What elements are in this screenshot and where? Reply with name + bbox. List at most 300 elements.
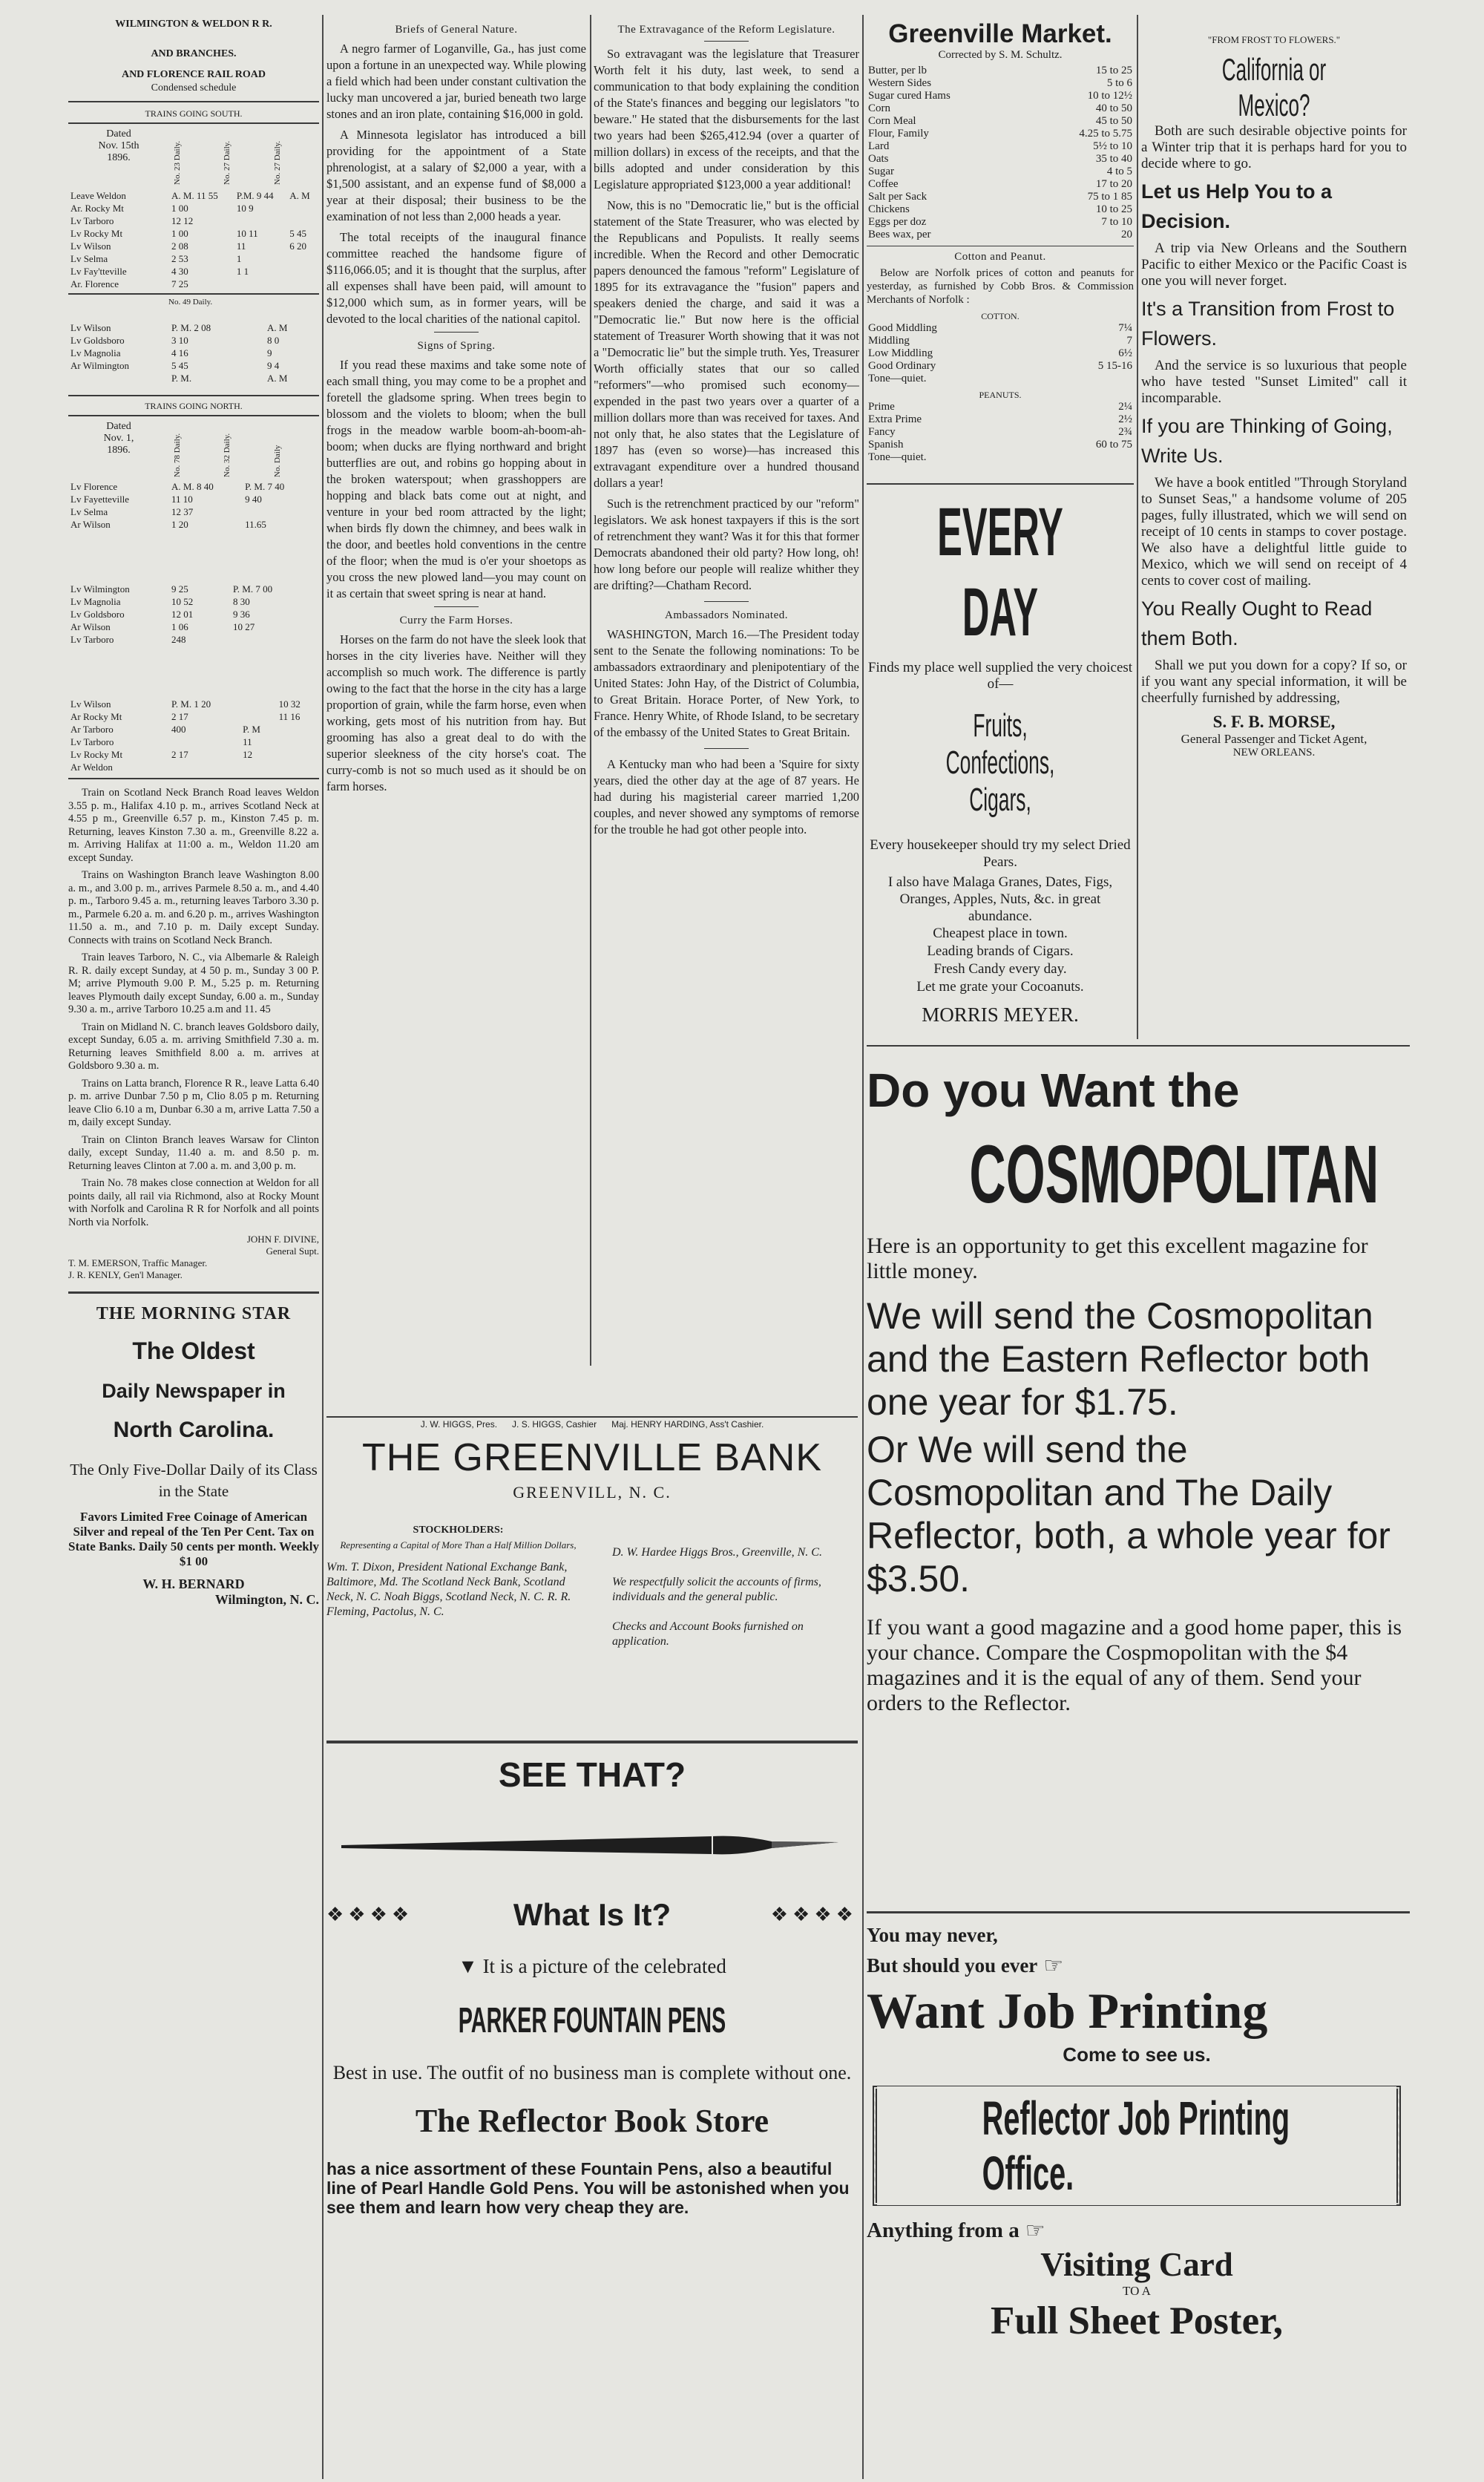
cotton-table bbox=[867, 322, 1134, 385]
commodity-name: Sugar bbox=[868, 166, 894, 177]
every-day-ad bbox=[867, 492, 1134, 1026]
time-cell: 11 10 bbox=[171, 494, 193, 505]
time-cell: A. M bbox=[266, 373, 288, 384]
time-cell: P. M. 7 40 bbox=[245, 481, 285, 492]
market-row bbox=[867, 128, 1134, 140]
cotton-sub: Below are Norfolk prices of cotton and peanuts for yesterday, as furnished by Cobb Bros. & Commission Merchants of Norfolk : bbox=[867, 267, 1134, 306]
timetable-row bbox=[68, 359, 319, 372]
every-day-line-4: I also have Malaga Granes, Dates, Figs, Oranges, Apples, Nuts, &c. in great abundance. bbox=[887, 874, 1113, 924]
parker-heading: PARKER FOUNTAIN PENS bbox=[458, 2001, 726, 2040]
timetable-row bbox=[68, 252, 319, 265]
station-name: Lv Florence bbox=[70, 481, 118, 492]
cotton-row bbox=[867, 347, 1134, 360]
star-sig-2: Wilmington, N. C. bbox=[214, 1592, 319, 1607]
north-train-col: No. 78 Daily. bbox=[173, 433, 182, 477]
pen-best-text: Best in use. The outfit of no business man is complete without one. bbox=[332, 2062, 852, 2083]
time-cell: 11 bbox=[236, 240, 246, 252]
peanut-row bbox=[867, 413, 1134, 426]
commodity-name: Eggs per doz bbox=[868, 216, 927, 228]
commodity-price: 40 to 50 bbox=[1095, 102, 1132, 114]
south-date-2: Nov. 15th bbox=[98, 140, 139, 151]
time-cell bbox=[234, 215, 287, 227]
time-cell bbox=[222, 595, 231, 608]
time-cell bbox=[277, 723, 319, 736]
see-that-heading: SEE THAT? bbox=[498, 1755, 686, 1794]
time-cell: 6 20 bbox=[289, 240, 306, 252]
star-sig-1: W. H. BERNARD bbox=[142, 1576, 245, 1591]
rr-subtitle: AND BRANCHES. bbox=[151, 48, 237, 59]
commodity-price: 7¼ bbox=[1118, 322, 1132, 334]
time-cell bbox=[240, 698, 277, 710]
timetable-row bbox=[68, 240, 319, 252]
bank-checks: Checks and Account Books furnished on application. bbox=[612, 1620, 804, 1648]
rr-sig-name: JOHN F. DIVINE, bbox=[246, 1234, 319, 1245]
editorial-heading: The Extravagance of the Reform Legislature. bbox=[617, 24, 835, 36]
time-cell: 5 45 bbox=[289, 228, 306, 239]
south-header: TRAINS GOING SOUTH. bbox=[145, 108, 243, 119]
north-rows-2 bbox=[68, 583, 319, 646]
station-name: Lv Selma bbox=[70, 506, 108, 517]
time-cell: 9 40 bbox=[245, 494, 262, 505]
cotton-heading: Cotton and Peanut. bbox=[954, 251, 1046, 263]
column-rule bbox=[322, 15, 324, 2479]
time-cell: 10 9 bbox=[236, 203, 254, 214]
cosmo-line-3: Here is an opportunity to get this excellent magazine for little money. bbox=[867, 1234, 1368, 1283]
commodity-name: Tone—quiet. bbox=[868, 451, 927, 463]
commodity-name: Coffee bbox=[868, 178, 899, 190]
north-header: TRAINS GOING NORTH. bbox=[145, 401, 243, 411]
south-rows-2 bbox=[68, 321, 319, 384]
california-column bbox=[1141, 7, 1407, 1047]
time-cell: 4 30 bbox=[171, 266, 188, 277]
commodity-price: 10 to 12½ bbox=[1087, 90, 1132, 102]
timetable-row bbox=[68, 321, 319, 334]
pen-picture-text: ▼ It is a picture of the celebrated bbox=[458, 1955, 726, 1977]
peanut-row bbox=[867, 401, 1134, 413]
pointing-hand-icon: ☞ bbox=[1043, 1954, 1064, 1978]
commodity-name: Low Middling bbox=[868, 347, 933, 359]
peanut-row bbox=[867, 439, 1134, 451]
time-cell: 248 bbox=[171, 634, 186, 645]
commodity-name: Salt per Sack bbox=[868, 191, 928, 203]
station-name: Leave Weldon bbox=[70, 190, 126, 201]
rr-sig-3: J. R. KENLY, Gen'l Manager. bbox=[68, 1269, 183, 1280]
job-line-1: You may never, bbox=[867, 1924, 998, 1946]
time-cell bbox=[169, 761, 240, 773]
station-name: Ar Wilson bbox=[70, 621, 111, 632]
time-cell: 10 27 bbox=[233, 621, 255, 632]
time-cell bbox=[277, 748, 319, 761]
bank-stockholders-right: D. W. Hardee Higgs Bros., Greenville, N. C. bbox=[612, 1546, 822, 1559]
timetable-row bbox=[68, 633, 319, 646]
timetable-row bbox=[68, 265, 319, 278]
commodity-name: Oats bbox=[868, 153, 889, 165]
commodity-price: 2¾ bbox=[1118, 426, 1132, 438]
time-cell bbox=[312, 518, 320, 531]
timetable-row bbox=[68, 710, 319, 723]
editorial-para: So extravagant was the legislature that Treasurer Worth felt it his duty, last week, to send a communication to that body explaining the condition of the State's finances and begging our legislators "to beware." He stated that the disbursements for the last two years had been $265,412.94 (over a quarter of million dollars) in excess of the receipts, and that the bills adopted and under consideration by this Legislature appropriated $123,000 a year additional! bbox=[594, 47, 859, 191]
job-line-7: Visiting Card bbox=[1040, 2246, 1233, 2283]
commodity-name: Tone—quiet. bbox=[868, 373, 927, 384]
time-cell bbox=[287, 215, 319, 227]
book-store-desc: has a nice assortment of these Fountain Pens, also a beautiful line of Pearl Handle Gold Pens. You will be astonished when you see them and learn how very cheap they are. bbox=[326, 2159, 850, 2217]
cotton-row bbox=[867, 322, 1134, 335]
station-name: Ar Weldon bbox=[70, 762, 113, 773]
commodity-price: 17 to 20 bbox=[1095, 178, 1132, 190]
time-cell: 9 36 bbox=[233, 609, 250, 620]
timetable-row bbox=[68, 227, 319, 240]
station-name: Ar Wilson bbox=[70, 519, 111, 530]
every-day-line-1: Finds my place well supplied the very choicest of— bbox=[867, 660, 1133, 692]
time-cell bbox=[287, 252, 319, 265]
commodity-price: 6½ bbox=[1118, 347, 1132, 359]
rr-notes bbox=[68, 787, 319, 1229]
timetable-row bbox=[68, 347, 319, 359]
commodity-price: 2½ bbox=[1118, 413, 1132, 425]
time-cell: 2 53 bbox=[171, 253, 188, 264]
station-name: Lv Fayetteville bbox=[70, 494, 130, 505]
cosmopolitan-ad bbox=[867, 1048, 1407, 1909]
timetable-row bbox=[68, 583, 319, 595]
north-rows bbox=[68, 480, 319, 531]
star-line-3: North Carolina. bbox=[113, 1418, 275, 1442]
time-cell bbox=[312, 493, 320, 505]
cosmo-line-5: Or We will send the Cosmopolitan and The Daily Reflector, both, a whole year for $3.50. bbox=[867, 1429, 1391, 1599]
job-office-box bbox=[873, 2086, 1401, 2206]
briefs-para: The total receipts of the inaugural finance committee reached the handsome figure of $116,066.05; and it is thought that the surplus, after all expenses shall have been paid, will amount to $12,000 which sum, as in former years, will be devoted to the local charities of the national capitol. bbox=[326, 230, 586, 326]
timetable-row bbox=[68, 595, 319, 608]
commodity-price: 4 to 5 bbox=[1106, 166, 1132, 177]
bank-stockholders: Wm. T. Dixon, President National Exchange Bank, Baltimore, Md. The Scotland Neck Bank, Scotland Neck, N. C. Noah Biggs, Scotland Neck, N. C. R. R. Fleming, Pactolus, N. C. bbox=[326, 1561, 571, 1618]
cal-para: Shall we put you down for a copy? If so, or if you want any special information, it will be cheerfully furnished by addressing, bbox=[1141, 658, 1407, 706]
cotton-row bbox=[867, 335, 1134, 347]
time-cell: 11 bbox=[243, 736, 252, 747]
cotton-row bbox=[867, 373, 1134, 385]
time-cell: 2 17 bbox=[171, 749, 188, 760]
station-name: Lv Goldsboro bbox=[70, 609, 125, 620]
timetable-row bbox=[68, 189, 319, 202]
horses-heading: Curry the Farm Horses. bbox=[399, 615, 513, 626]
station-name: Lv Rocky Mt bbox=[70, 749, 123, 760]
time-cell bbox=[240, 710, 277, 723]
star-line-5: Favors Limited Free Coinage of American Silver and repeal of the Ten Per Cent. Tax on State Banks. Daily 50 cents per month. Weekly $1 00 bbox=[68, 1510, 319, 1568]
north-date-3: 1896. bbox=[107, 445, 131, 456]
rr-note: Train leaves Tarboro, N. C., via Albemarle & Raleigh R. R. daily except Sunday, at 4 50 p. m., Sunday 3 00 P. M; arrive Plymouth 9.00 P. M., 5.25 p. m. Returning leaves Plymouth daily except Sunday, 6.00 a. m., Sunday 9.30 a. m., arrive Tarboro 10.25 a.m and 11. 45 bbox=[68, 952, 319, 1015]
market-row bbox=[867, 90, 1134, 102]
station-name: Lv Tarboro bbox=[70, 215, 114, 226]
time-cell: 2 08 bbox=[171, 240, 188, 252]
cal-para: Both are such desirable objective points for a Winter trip that it is perhaps hard for you to decide where to go. bbox=[1141, 123, 1407, 171]
time-cell: 8 0 bbox=[266, 335, 280, 346]
job-line-4: Come to see us. bbox=[1063, 2043, 1211, 2066]
commodity-name: Western Sides bbox=[868, 77, 932, 89]
cal-heading-2: Let us Help You to a Decision. bbox=[1141, 180, 1333, 232]
time-cell bbox=[277, 736, 319, 748]
market-sub: Corrected by S. M. Schultz. bbox=[938, 49, 1063, 61]
horses-para: Horses on the farm do not have the sleek look that horses in the city liveries have. Neither will they accomplish so much work. The difference is partly owing to the fact that the horse in the city has a large proportion of grain, while the farm horse, even when working, gets most of his nutrition from hay. But grooming has also a great deal to do with the superior sleekness of the city horse's coat. The curry-comb is not so much used as it should be on farm horses. bbox=[326, 632, 586, 793]
time-cell bbox=[234, 278, 287, 290]
bank-stock-sub: Representing a Capital of More Than a Half Million Dollars, bbox=[340, 1539, 577, 1551]
market-title: Greenville Market. bbox=[888, 19, 1112, 48]
timetable-row bbox=[68, 723, 319, 736]
market-row bbox=[867, 102, 1134, 115]
time-cell: 1 06 bbox=[171, 621, 188, 632]
cosmo-line-4: We will send the Cosmopolitan and the Eastern Reflector both one year for $1.75. bbox=[867, 1295, 1373, 1423]
job-office-title: Reflector Job Printing Office. bbox=[982, 2092, 1290, 2200]
time-cell: 3 10 bbox=[171, 335, 188, 346]
south-train-col: No. 23 Daily. bbox=[173, 140, 182, 185]
timetable-row bbox=[68, 505, 319, 518]
commodity-name: Chickens bbox=[868, 203, 910, 215]
time-cell: 1 20 bbox=[171, 519, 188, 530]
commodity-price: 5 to 6 bbox=[1106, 77, 1132, 89]
south-date-3: 1896. bbox=[107, 152, 131, 163]
job-printing-ad bbox=[867, 1916, 1407, 2481]
rr-title: WILMINGTON & WELDON R R. bbox=[115, 19, 272, 30]
rr-sig-title: General Supt. bbox=[266, 1245, 319, 1257]
south-train-col: No. 27 Daily. bbox=[272, 140, 282, 185]
spring-para: If you read these maxims and take some note of each small thing, you may come to be a prophet and foretell the gladsome spring. When trees begin to blossom and the violets to bloom; when the bull frogs in the meadow warble boom-ah-boom-ah-boom; when ducks are flying northward and bright butterflies are out, and robins go hopping about in the broken waterspout; when grasshoppers are hopping and black bats come out at night, and venture in your bed room attracted by the light; when birds fly down the chimney, and bees walk in the door, and beetles hold conventions in the centre of the floor; when the mud is o'er your shoetops as you cross the new plowed land—you may count on it as certain that sweet spring is near at hand. bbox=[326, 358, 586, 600]
peanut-row bbox=[867, 426, 1134, 439]
job-line-6: Anything from a bbox=[867, 2219, 1020, 2242]
timetable-row bbox=[68, 608, 319, 620]
time-cell bbox=[231, 633, 319, 646]
star-line-1: The Oldest bbox=[132, 1337, 255, 1364]
commodity-name: Middling bbox=[868, 335, 910, 347]
column-rule bbox=[862, 15, 864, 2479]
time-cell bbox=[287, 265, 319, 278]
station-name: Ar. Florence bbox=[70, 278, 119, 289]
commodity-price: 2¼ bbox=[1118, 401, 1132, 413]
bank-stock-heading: STOCKHOLDERS: bbox=[413, 1525, 504, 1536]
commodity-name: Lard bbox=[868, 140, 890, 152]
market-row bbox=[867, 153, 1134, 166]
time-cell: 9 25 bbox=[171, 583, 188, 595]
time-cell bbox=[222, 620, 231, 633]
cotton-label: COTTON. bbox=[981, 311, 1020, 321]
rr-note: Trains on Latta branch, Florence R R., leave Latta 6.40 p. m. arrive Dunbar 7.50 p m, Clio 8.05 p m. Returning leave Clio 6.10 a m, Dunbar 6.30 a m, arrive Latta 7.50 a m, daily except Sunday. bbox=[68, 1077, 319, 1128]
time-cell: 1 00 bbox=[171, 203, 188, 214]
south-train-col: No. 27 Daily. bbox=[223, 140, 232, 185]
column-rule bbox=[1137, 15, 1138, 1039]
time-cell: 9 bbox=[266, 347, 272, 358]
market-table bbox=[867, 65, 1134, 241]
market-row bbox=[867, 115, 1134, 128]
commodity-name: Bees wax, per bbox=[868, 229, 931, 240]
every-day-line-8: Let me grate your Cocoanuts. bbox=[916, 979, 1084, 995]
south-date-1: Dated bbox=[106, 128, 131, 140]
time-cell bbox=[312, 505, 320, 518]
every-day-title: EVERY DAY bbox=[937, 494, 1063, 650]
time-cell: P. M. 7 00 bbox=[233, 583, 273, 595]
south-timetable bbox=[68, 128, 319, 185]
pointing-hand-icon: ☞ bbox=[1025, 2219, 1045, 2243]
commodity-name: Spanish bbox=[868, 439, 904, 451]
station-name: Lv Magnolia bbox=[70, 347, 121, 358]
station-name: Lv Goldsboro bbox=[70, 335, 125, 346]
market-row bbox=[867, 203, 1134, 216]
station-name: Lv Tarboro bbox=[70, 634, 114, 645]
time-cell bbox=[312, 480, 320, 493]
time-cell: 1 1 bbox=[236, 266, 249, 277]
commodity-price: 20 bbox=[1121, 229, 1132, 240]
commodity-name: Corn bbox=[868, 102, 890, 114]
time-cell: 11.65 bbox=[245, 519, 266, 530]
time-cell bbox=[287, 278, 319, 290]
briefs-para: A Minnesota legislator has introduced a bill providing for the appointment of a State phrenologist, at a salary of $2,000 a year, with a $1,500 assistant, and an expense fund of $8,000 a year at their disposal; their business to be the examination of not less than 2,000 heads a year. bbox=[326, 128, 586, 223]
column-rule bbox=[590, 15, 591, 1366]
bank-officers: J. W. HIGGS, Pres. J. S. HIGGS, Cashier Maj. HENRY HARDING, Ass't Cashier. bbox=[420, 1419, 764, 1430]
time-cell: 12 12 bbox=[171, 215, 194, 226]
book-store-heading: The Reflector Book Store bbox=[415, 2103, 769, 2139]
market-row bbox=[867, 65, 1134, 77]
north-train-col: No. Daily bbox=[272, 445, 282, 477]
commodity-name: Butter, per lb bbox=[868, 65, 927, 76]
market-row bbox=[867, 140, 1134, 153]
time-cell: 7 25 bbox=[171, 278, 188, 289]
north-date-1: Dated bbox=[106, 421, 131, 432]
rr-sig-2: T. M. EMERSON, Traffic Manager. bbox=[68, 1257, 208, 1268]
bank-title: THE GREENVILLE BANK bbox=[361, 1436, 823, 1479]
star-line-2: Daily Newspaper in bbox=[102, 1380, 286, 1402]
briefs-column bbox=[326, 7, 586, 1366]
ornament-icon: ❖❖❖❖ bbox=[326, 1904, 414, 1925]
job-line-2: But should you ever bbox=[867, 1954, 1038, 1977]
north-train-col: No. 32 Daily. bbox=[223, 433, 232, 477]
briefs-heading: Briefs of General Nature. bbox=[395, 24, 518, 36]
commodity-price: 7 to 10 bbox=[1101, 216, 1132, 228]
time-cell bbox=[287, 202, 319, 215]
commodity-name: Prime bbox=[868, 401, 895, 413]
time-cell: A. M bbox=[289, 190, 310, 201]
station-name: Lv Fay'tteville bbox=[70, 266, 127, 277]
timetable-row bbox=[68, 215, 319, 227]
briefs-para: A negro farmer of Loganville, Ga., has just come upon a fortune in an unexpected way. While plowing a field which had been under constant cultivation the lucky man uncovered a jar, buried beneath two large stones and an iron plate, containing $16,000 in gold. bbox=[326, 42, 586, 121]
time-cell: 10 52 bbox=[171, 596, 194, 607]
station-name: Lv Magnolia bbox=[70, 596, 121, 607]
market-row bbox=[867, 77, 1134, 90]
commodity-price bbox=[1043, 373, 1134, 385]
station-name: Lv Wilson bbox=[70, 240, 111, 252]
timetable-row bbox=[68, 748, 319, 761]
cal-title: California or Mexico? bbox=[1221, 52, 1327, 122]
commodity-price: 60 to 75 bbox=[1095, 439, 1132, 451]
market-row bbox=[867, 229, 1134, 241]
south-train-col2: No. 49 Daily. bbox=[168, 298, 213, 307]
timetable-row bbox=[68, 334, 319, 347]
kentucky-para: A Kentucky man who had been a 'Squire for sixty years, died the other day at the age of 87 years. He had during his magisterial career married 1,200 couples, and never showed any symptoms of remorse for the trouble he had got other people into. bbox=[594, 757, 859, 836]
spring-heading: Signs of Spring. bbox=[417, 340, 496, 352]
time-cell: 11 16 bbox=[278, 711, 301, 722]
commodity-price: 7 bbox=[1126, 335, 1132, 347]
cal-para: A trip via New Orleans and the Southern Pacific to either Mexico or the Pacific Coast is one you will never forget. bbox=[1141, 240, 1407, 289]
time-cell: P. M. bbox=[171, 373, 192, 384]
star-line-4: The Only Five-Dollar Daily of its Class in the State bbox=[70, 1461, 318, 1500]
editorial-para: Such is the retrenchment practiced by our "reform" legislators. We ask honest taxpayers if this is the sort of retrenchment they want? Was it for this that former Democrats abandoned their old party? How long, oh! how long before our people will realize whither they are drifting?—Chatham Record. bbox=[594, 497, 859, 592]
timetable-row bbox=[68, 278, 319, 290]
timetable-row bbox=[68, 372, 319, 384]
time-cell: 12 01 bbox=[171, 609, 194, 620]
rr-subtitle-2: AND FLORENCE RAIL ROAD bbox=[121, 69, 266, 80]
job-line-3: Want Job Printing bbox=[867, 1982, 1268, 2039]
bank-ad bbox=[326, 1419, 858, 1738]
commodity-name: Flour, Family bbox=[868, 128, 929, 140]
timetable-row bbox=[68, 202, 319, 215]
cal-sig-title: General Passenger and Ticket Agent, bbox=[1181, 732, 1368, 746]
station-name: Ar Rocky Mt bbox=[70, 711, 122, 722]
bank-solicit: We respectfully solicit the accounts of firms, individuals and the general public. bbox=[612, 1576, 821, 1603]
ornament-icon: ❖❖❖❖ bbox=[770, 1904, 858, 1925]
time-cell: 10 11 bbox=[236, 228, 258, 239]
time-cell: P. M. 1 20 bbox=[171, 698, 211, 710]
cal-sig: S. F. B. MORSE, bbox=[1212, 713, 1336, 731]
market-row bbox=[867, 166, 1134, 178]
time-cell: 1 00 bbox=[171, 228, 188, 239]
timetable-row bbox=[68, 620, 319, 633]
time-cell: 10 32 bbox=[278, 698, 301, 710]
fountain-pen-icon bbox=[326, 1801, 858, 1882]
station-name: Lv Rocky Mt bbox=[70, 228, 123, 239]
time-cell: 8 30 bbox=[233, 596, 250, 607]
north-timetable bbox=[68, 421, 319, 477]
market-row bbox=[867, 191, 1134, 203]
market-row bbox=[867, 216, 1134, 229]
time-cell: 12 bbox=[243, 749, 253, 760]
commodity-price: 15 to 25 bbox=[1095, 65, 1132, 76]
station-name: Ar. Rocky Mt bbox=[70, 203, 124, 214]
commodity-price: 35 to 40 bbox=[1095, 153, 1132, 165]
time-cell: A. M. 8 40 bbox=[171, 481, 214, 492]
ambassadors-para: WASHINGTON, March 16.—The President today sent to the Senate the following nominations: To be ambassadors extraordinary and plenipotentiary of the United States: John Hay, of the District of Columbia, to Great Britain. Horace Porter, of New York, to France. Henry White, of Rhode Island, to be secretary of the embassy of the United States to Great Britain. bbox=[594, 627, 859, 739]
time-cell: 1 bbox=[236, 253, 242, 264]
timetable-row bbox=[68, 736, 319, 748]
rr-schedule-label: Condensed schedule bbox=[151, 82, 237, 94]
job-line-9: Full Sheet Poster, bbox=[990, 2299, 1284, 2342]
morning-star-ad bbox=[68, 1304, 319, 1608]
station-name: Ar Tarboro bbox=[70, 724, 114, 735]
time-cell: A. M bbox=[266, 322, 288, 333]
station-name: Ar Wilmington bbox=[70, 360, 130, 371]
cal-heading-5: You Really Ought to Read them Both. bbox=[1141, 597, 1373, 649]
commodity-price bbox=[1029, 451, 1134, 464]
rr-note: Trains on Washington Branch leave Washington 8.00 a. m., and 3.00 p. m., arrives Parmele 8.50 a. m., and 4.40 p. m., Tarboro 9.45 a. m., returning leaves Tarboro 3.30 p. m., Parmele 6.20 a. m. and 6.20 p. m., arrives Washington 11.50 a. m., and 7.10 p. m. Daily except Sunday. Connects with trains on Scotland Neck Branch. bbox=[68, 869, 319, 946]
rr-note: Train on Clinton Branch leaves Warsaw for Clinton daily, except Sunday, 11.40 a. m. and 8.50 p. m. Returning leaves Clinton at 7.00 a. m. and 3,00 p. m. bbox=[68, 1133, 319, 1172]
commodity-price: 4.25 to 5.75 bbox=[1079, 128, 1132, 140]
time-cell bbox=[277, 761, 319, 773]
market-column bbox=[867, 7, 1134, 1047]
peanut-label: PEANUTS. bbox=[979, 390, 1022, 400]
timetable-row bbox=[68, 493, 319, 505]
editorial-para: Now, this is no "Democratic lie," but is the official statement of the State Treasurer, who was elected by the Republicans and Populists. It really seems incredible. When the Record and other Democratic papers denounced the famous "reform" Legislature of 1895 for its extravagance the "fusion" papers and speakers denied the charge, and said it was a "Democratic lie." But now here is the official statement of Treasurer Worth showing that it was not a "Democratic lie" but the simple truth. Yes, Treasurer Worth officially states that our so called "reformers"—who promised such economy—expended in the past two years over a quarter of a million dollars more than was received for taxes. And not only that, he also states that the Legislature of 1897 has (even so worse)—has increased this extravagant expenditure over a hundred thousand dollars a year! bbox=[594, 198, 859, 490]
station-name: Lv Wilmington bbox=[70, 583, 130, 595]
star-title: THE MORNING STAR bbox=[96, 1304, 292, 1323]
railroad-column bbox=[68, 7, 319, 2479]
time-cell: 400 bbox=[171, 724, 186, 735]
every-day-sig: MORRIS MEYER. bbox=[922, 1003, 1079, 1026]
commodity-price: 75 to 1 85 bbox=[1087, 191, 1132, 203]
commodity-price: 45 to 50 bbox=[1095, 115, 1132, 127]
time-cell: 4 16 bbox=[171, 347, 188, 358]
north-rows-3 bbox=[68, 698, 319, 773]
time-cell bbox=[222, 608, 231, 620]
pen-ad bbox=[326, 1746, 858, 2481]
rr-note: Train on Midland N. C. branch leaves Goldsboro daily, except Sunday, 6.05 a. m. arriving Smithfield 7.30 a. m. Returning leaves Smithfield 8.00 a. m. arrives at Goldsboro 9.30 a. m. bbox=[68, 1021, 319, 1072]
time-cell bbox=[222, 583, 231, 595]
commodity-name: Fancy bbox=[868, 426, 896, 438]
station-name bbox=[68, 372, 169, 384]
station-name: Lv Wilson bbox=[70, 698, 111, 710]
time-cell: P.M. 9 44 bbox=[236, 190, 274, 201]
